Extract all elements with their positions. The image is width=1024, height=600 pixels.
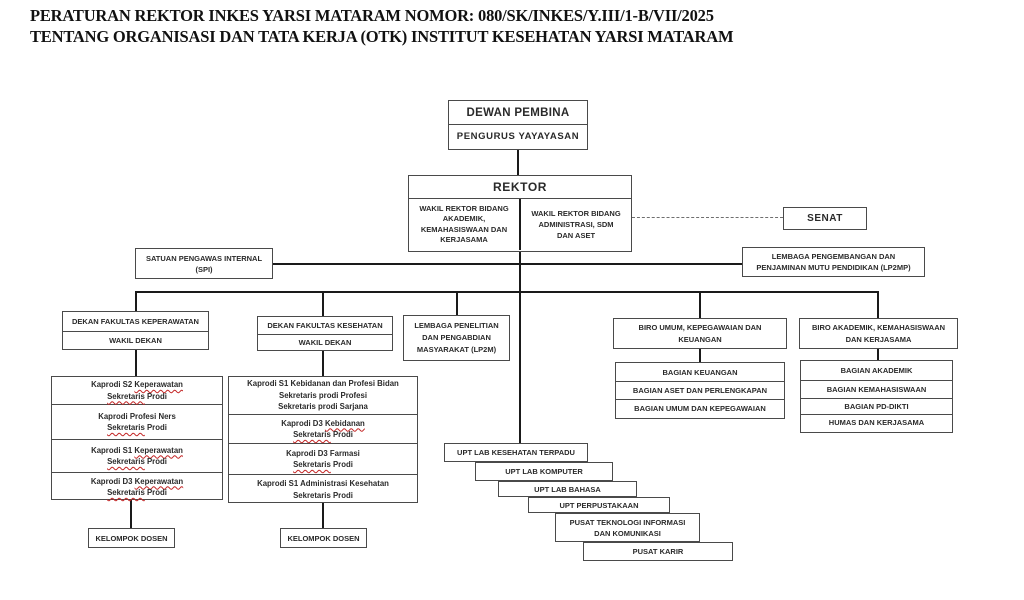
connector-main-horizontal [135, 291, 879, 293]
prodi-line: Sekretaris Prodi [107, 391, 167, 401]
dekan-fakultas-keperawatan-box [62, 311, 209, 350]
lp2mp-line: PENJAMINAN MUTU PENDIDIKAN (LP2MP) [756, 263, 911, 272]
connector-stub-biro-umum [699, 291, 701, 319]
kelompok-dosen-keperawatan-box: KELOMPOK DOSEN [88, 528, 175, 548]
upt-perpustakaan-box: UPT PERPUSTAKAAN [528, 497, 670, 513]
prodi-line: Sekretaris Prodi [293, 490, 353, 500]
prodi-line: Sekretaris Prodi [293, 430, 353, 439]
upt-lab-bahasa-box: UPT LAB BAHASA [498, 481, 637, 497]
wakil-rektor-row [409, 198, 631, 250]
lp2m-box [403, 315, 510, 361]
connector-biro-bagian-umum [699, 348, 701, 362]
lp2mp-line: LEMBAGA PENGEMBANGAN DAN [771, 252, 896, 261]
wakil-akademik-line: KERJASAMA [440, 235, 488, 244]
humas-kerjasama-label: HUMAS DAN KERJASAMA [801, 414, 952, 430]
connector-dekan-prodi-kesehatan [322, 351, 324, 376]
prodi-keperawatan-stack [51, 376, 223, 500]
wakil-rektor-akademik-box [409, 199, 521, 250]
prodi-line: Kaprodi D3 Keperawatan [90, 476, 184, 486]
wakil-akademik-line: WAKIL REKTOR BIDANG [419, 203, 509, 213]
bagian-akademik-stack [800, 360, 953, 433]
connector-dewan-rektor [517, 149, 519, 176]
prodi-row-profesi-ners [52, 404, 222, 439]
wakil-administrasi-line: ADMINISTRASI, SDM [538, 220, 614, 229]
kelompok-dosen-kesehatan-box: KELOMPOK DOSEN [280, 528, 367, 548]
connector-dekan-prodi-keperawatan [135, 350, 137, 376]
upt-lab-kesehatan-terpadu-box: UPT LAB KESEHATAN TERPADU [444, 443, 588, 462]
bagian-kemahasiswaan-label: BAGIAN KEMAHASISWAAN [801, 380, 952, 398]
dekan-keperawatan-label: DEKAN FAKULTAS KEPERAWATAN [72, 317, 199, 326]
lp2m-line: MASYARAKAT (LP2M) [416, 345, 497, 354]
biro-akademik-line: DAN KERJASAMA [845, 334, 912, 344]
prodi-line: Sekretaris Prodi [293, 460, 353, 469]
connector-spi-lp2mp [272, 263, 742, 265]
lp2mp-box [742, 247, 925, 277]
biro-umum-box [613, 318, 787, 349]
spi-line: (SPI) [195, 264, 213, 274]
biro-akademik-line: BIRO AKADEMIK, KEMAHASISWAAN [811, 323, 946, 332]
connector-rektor-senat-dashed [632, 217, 783, 218]
rektor-box [408, 175, 632, 252]
connector-stub-biro-akademik [877, 291, 879, 319]
connector-kelompok-dosen-2 [322, 503, 324, 528]
biro-umum-line: KEUANGAN [678, 334, 722, 344]
bagian-umum-stack [615, 362, 785, 419]
dewan-pembina-title: DEWAN PEMBINA [466, 106, 570, 119]
prodi-row-s2-keperawatan [52, 377, 222, 404]
connector-stub-lp2m [456, 291, 458, 316]
prodi-line: Sekretaris Prodi [107, 423, 167, 432]
pengurus-yayasan-label: PENGURUS YAYAYASAN [449, 124, 587, 148]
bagian-pd-dikti-label: BAGIAN PD-DIKTI [801, 398, 952, 414]
connector-stub-dekan-keperawatan [135, 291, 137, 312]
prodi-line: Kaprodi D3 Farmasi [286, 448, 360, 458]
dekan-fakultas-kesehatan-box [257, 316, 393, 351]
upt-lab-komputer-box: UPT LAB KOMPUTER [475, 462, 613, 481]
prodi-line: Kaprodi Profesi Ners [98, 411, 176, 421]
wakil-akademik-line: AKADEMIK, [442, 214, 486, 223]
prodi-line: Kaprodi S1 Administrasi Kesehatan [257, 479, 389, 488]
lp2m-line: DAN PENGABDIAN [422, 333, 491, 342]
prodi-line: Kaprodi S1 Kebidanan dan Profesi Bidan [247, 379, 399, 389]
bagian-akademik-label: BAGIAN AKADEMIK [840, 366, 913, 375]
biro-umum-line: BIRO UMUM, KEPEGAWAIAN DAN [638, 323, 762, 332]
wakil-administrasi-line: DAN ASET [556, 231, 596, 240]
wakil-akademik-line: KEMAHASISWAAN DAN [420, 224, 508, 234]
prodi-line: Sekretaris prodi Profesi [279, 390, 367, 400]
bagian-aset-label: BAGIAN ASET DAN PERLENGKAPAN [616, 381, 784, 399]
connector-central-spine [519, 252, 521, 444]
bagian-keuangan-label: BAGIAN KEUANGAN [662, 367, 738, 377]
prodi-line: Sekretaris prodi Sarjana [278, 402, 368, 412]
rektor-title: REKTOR [492, 180, 548, 194]
dewan-pembina-box [448, 100, 588, 150]
dekan-kesehatan-label: DEKAN FAKULTAS KESEHATAN [267, 321, 383, 330]
document-title-line1: PERATURAN REKTOR INKES YARSI MATARAM NOMOR: 080/SK/INKES/Y.III/1-B/VII/2025 [30, 6, 714, 25]
prodi-kesehatan-stack [228, 376, 418, 503]
prodi-line: Kaprodi S1 Keperawatan [91, 445, 183, 455]
pusat-ti-line: DAN KOMUNIKASI [594, 528, 661, 538]
prodi-row-d3-farmasi [229, 443, 417, 474]
prodi-row-d3-keperawatan [52, 472, 222, 501]
prodi-line: Kaprodi D3 Kebidanan [281, 418, 365, 428]
wakil-dekan-kesehatan-label: WAKIL DEKAN [258, 334, 392, 349]
spi-line: SATUAN PENGAWAS INTERNAL [145, 253, 263, 263]
prodi-row-s1-keperawatan [52, 439, 222, 472]
spi-box [135, 248, 273, 279]
wakil-administrasi-line: WAKIL REKTOR BIDANG [531, 209, 621, 218]
pusat-karir-box: PUSAT KARIR [583, 542, 733, 561]
senat-box: SENAT [783, 207, 867, 230]
prodi-row-s1-kebidanan [229, 377, 417, 414]
prodi-row-s1-adminkes [229, 474, 417, 504]
pusat-teknologi-informasi-box [555, 513, 700, 542]
bagian-umum-kepegawaian-label: BAGIAN UMUM DAN KEPEGAWAIAN [616, 399, 784, 417]
prodi-line: Kaprodi S2 Keperawatan [91, 380, 183, 389]
connector-kelompok-dosen-1 [130, 500, 132, 528]
biro-akademik-box [799, 318, 958, 349]
wakil-dekan-keperawatan-label: WAKIL DEKAN [63, 331, 208, 348]
lp2m-line: LEMBAGA PENELITIAN [414, 321, 499, 330]
pusat-ti-line: PUSAT TEKNOLOGI INFORMASI [569, 517, 686, 527]
connector-biro-bagian-akademik [877, 348, 879, 360]
document-title-line2: TENTANG ORGANISASI DAN TATA KERJA (OTK) INSTITUT KESEHATAN YARSI MATARAM [30, 27, 734, 46]
document-title [30, 5, 790, 47]
prodi-row-d3-kebidanan [229, 414, 417, 443]
wakil-rektor-administrasi-box [521, 199, 631, 250]
prodi-line: Sekretaris Prodi [107, 457, 167, 466]
prodi-line: Sekretaris Prodi [107, 488, 167, 497]
connector-stub-dekan-kesehatan [322, 291, 324, 317]
